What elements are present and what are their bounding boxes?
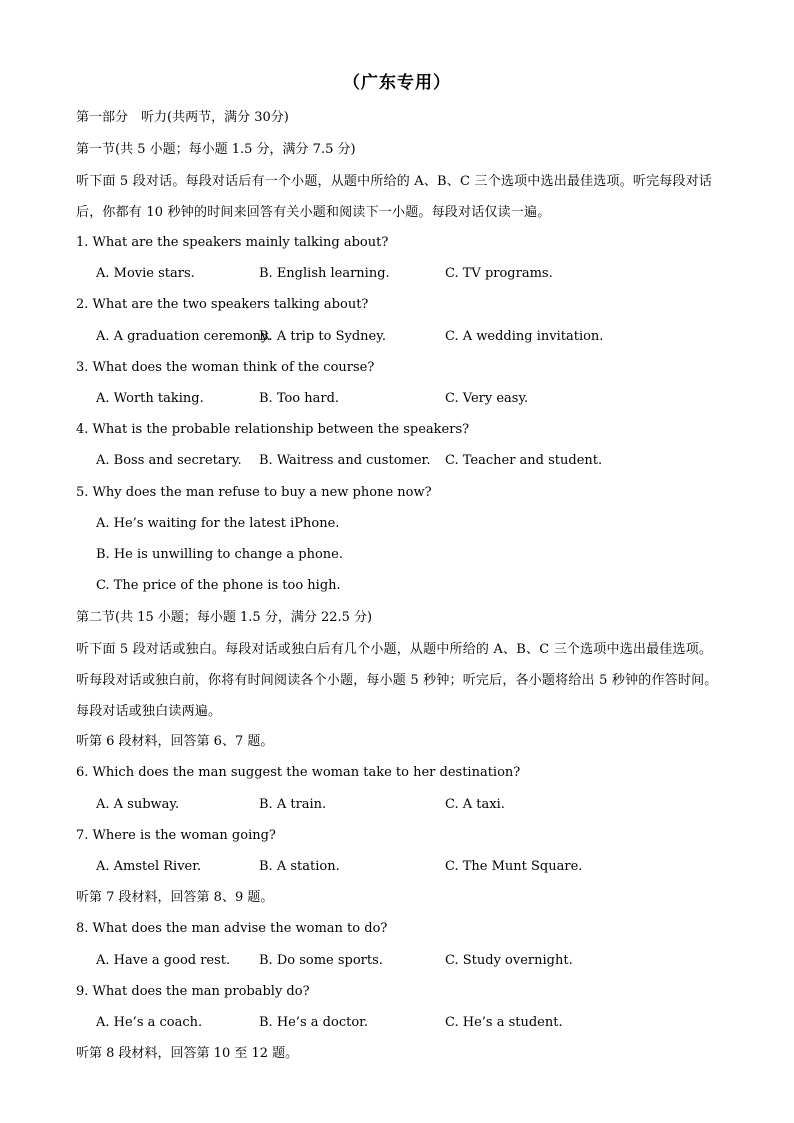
question-4: 4. What is the probable relationship between the speakers? bbox=[76, 422, 470, 437]
q3-option-a: A. Worth taking. bbox=[96, 391, 204, 406]
q2-option-a: A. A graduation ceremony. bbox=[96, 329, 271, 344]
q8-option-b: B. Do some sports. bbox=[259, 953, 383, 968]
q4-option-c: C. Teacher and student. bbox=[445, 453, 603, 468]
q5-option-a: A. He’s waiting for the latest iPhone. bbox=[96, 516, 340, 531]
question-9: 9. What does the man probably do? bbox=[76, 984, 310, 999]
q2-option-c: C. A wedding invitation. bbox=[445, 329, 604, 344]
q9-option-c: C. He’s a student. bbox=[445, 1015, 563, 1030]
q5-option-c: C. The price of the phone is too high. bbox=[96, 578, 341, 593]
q3-option-b: B. Too hard. bbox=[259, 391, 340, 406]
q1-option-c: C. TV programs. bbox=[445, 266, 553, 281]
q7-option-c: C. The Munt Square. bbox=[445, 859, 583, 874]
page-title: （广东专用） bbox=[343, 73, 451, 93]
q6-option-b: B. A train. bbox=[259, 797, 327, 812]
question-5: 5. Why does the man refuse to buy a new phone now? bbox=[76, 485, 432, 500]
question-6: 6. Which does the man suggest the woman take to her destination? bbox=[76, 765, 521, 780]
q4-option-b: B. Waitress and customer. bbox=[259, 453, 431, 468]
section2-instructions: 听下面 5 段对话或独白。每段对话或独白后有几个小题，从题中所给的 A、B、C 三个选项中选出最佳选项。听每段对话或独白前，你将有时间阅读各个小题，每小题 5 秒钟；听完后，各小题将给出 5 秒钟的作答时间。每段对话或独白读两遍。 bbox=[76, 642, 718, 719]
section2-heading: 第二节(共 15 小题；每小题 1.5 分，满分 22.5 分) bbox=[76, 610, 373, 625]
question-1: 1. What are the speakers mainly talking about? bbox=[76, 235, 389, 250]
q1-option-a: A. Movie stars. bbox=[96, 266, 195, 281]
q8-option-c: C. Study overnight. bbox=[445, 953, 573, 968]
material-7-instruction: 听第 7 段材料，回答第 8、9 题。 bbox=[76, 890, 274, 905]
section1-heading: 第一节(共 5 小题；每小题 1.5 分，满分 7.5 分) bbox=[76, 142, 356, 157]
section1-instructions: 听下面 5 段对话。每段对话后有一个小题，从题中所给的 A、B、C 三个选项中选出最佳选项。听完每段对话后，你都有 10 秒钟的时间来回答有关小题和阅读下一小题。每段对话仅读一遍。 bbox=[76, 174, 713, 220]
q2-option-b: B. A trip to Sydney. bbox=[259, 329, 386, 344]
q3-option-c: C. Very easy. bbox=[445, 391, 529, 406]
q8-option-a: A. Have a good rest. bbox=[96, 953, 231, 968]
material-8-instruction: 听第 8 段材料，回答第 10 至 12 题。 bbox=[76, 1046, 299, 1061]
q1-option-b: B. English learning. bbox=[259, 266, 390, 281]
q7-option-a: A. Amstel River. bbox=[96, 859, 202, 874]
question-8: 8. What does the man advise the woman to do? bbox=[76, 921, 388, 936]
q4-option-a: A. Boss and secretary. bbox=[96, 453, 242, 468]
question-7: 7. Where is the woman going? bbox=[76, 828, 276, 843]
part-heading: 第一部分 听力(共两节，满分 30分) bbox=[76, 110, 289, 125]
q9-option-b: B. He’s a doctor. bbox=[259, 1015, 369, 1030]
question-3: 3. What does the woman think of the course? bbox=[76, 360, 375, 375]
q6-option-c: C. A taxi. bbox=[445, 797, 505, 812]
material-6-instruction: 听第 6 段材料，回答第 6、7 题。 bbox=[76, 734, 274, 749]
question-2: 2. What are the two speakers talking about? bbox=[76, 297, 369, 312]
q7-option-b: B. A station. bbox=[259, 859, 340, 874]
q9-option-a: A. He’s a coach. bbox=[96, 1015, 203, 1030]
q5-option-b: B. He is unwilling to change a phone. bbox=[96, 547, 343, 562]
q6-option-a: A. A subway. bbox=[96, 797, 180, 812]
